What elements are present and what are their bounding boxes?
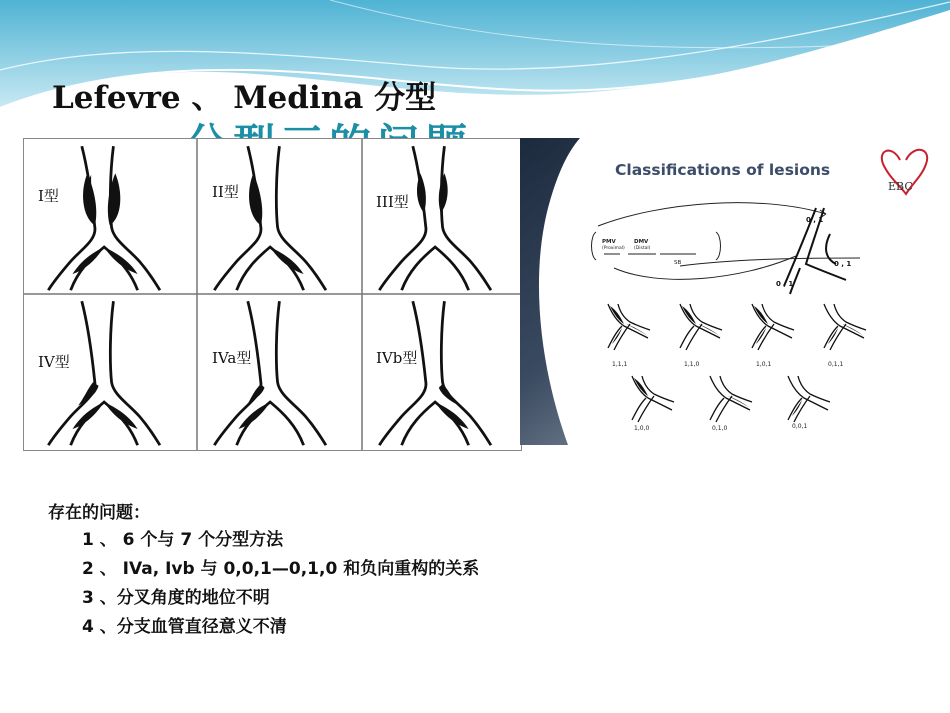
medina-code: 1,1,0: [684, 361, 700, 368]
sb-label: SB: [674, 260, 682, 266]
type-iva-cell: [214, 301, 326, 445]
question-item: 4 、分支血管直径意义不清: [82, 617, 287, 637]
question-item: 1 、 6 个与 7 个分型方法: [82, 530, 284, 550]
diagram-code-right: 0 , 1: [834, 260, 852, 268]
wave-background: [0, 0, 950, 140]
diagram-code-bottom: 0 , 1: [776, 280, 794, 288]
question-item: 3 、分叉角度的地位不明: [82, 588, 270, 608]
medina-code: 1,0,0: [634, 425, 650, 432]
question-item: 2 、 IVa, Ivb 与 0,0,1—0,1,0 和负向重构的关系: [82, 559, 480, 579]
diagram-code-top: 0 , 1: [806, 216, 824, 224]
pmv-label: PMV: [602, 239, 616, 245]
medina-code: 0,0,1: [792, 423, 808, 430]
type-label: IV型: [38, 353, 70, 371]
type-label: IVb型: [376, 349, 418, 367]
type-ii-cell: [214, 146, 326, 290]
questions-heading: 存在的问题：: [48, 503, 150, 523]
dmv-sub-label: (Distal): [634, 246, 651, 251]
logo-text: EBC: [888, 180, 913, 193]
medina-title: Classifications of lesions: [615, 161, 831, 179]
lefevre-classification-figure: [23, 138, 522, 451]
medina-code: 1,0,1: [756, 361, 772, 368]
medina-code: 0,1,0: [712, 425, 728, 432]
questions-list: [82, 526, 479, 642]
medina-code: 0,1,1: [828, 361, 844, 368]
type-label: IVa型: [212, 349, 252, 367]
type-i-cell: [48, 146, 160, 290]
dmv-label: DMV: [634, 239, 649, 245]
type-ivb-cell: [379, 301, 491, 445]
pmv-sub-label: (Proximal): [602, 246, 625, 251]
slide-title: Lefevre 、 Medina 分型: [52, 80, 437, 116]
type-iii-cell: [379, 146, 491, 290]
type-label: II型: [212, 183, 239, 201]
type-label: I型: [38, 187, 59, 205]
type-iv-cell: [48, 301, 160, 445]
type-label: III型: [376, 193, 409, 211]
medina-code: 1,1,1: [612, 361, 628, 368]
medina-classification-figure: [520, 138, 930, 445]
